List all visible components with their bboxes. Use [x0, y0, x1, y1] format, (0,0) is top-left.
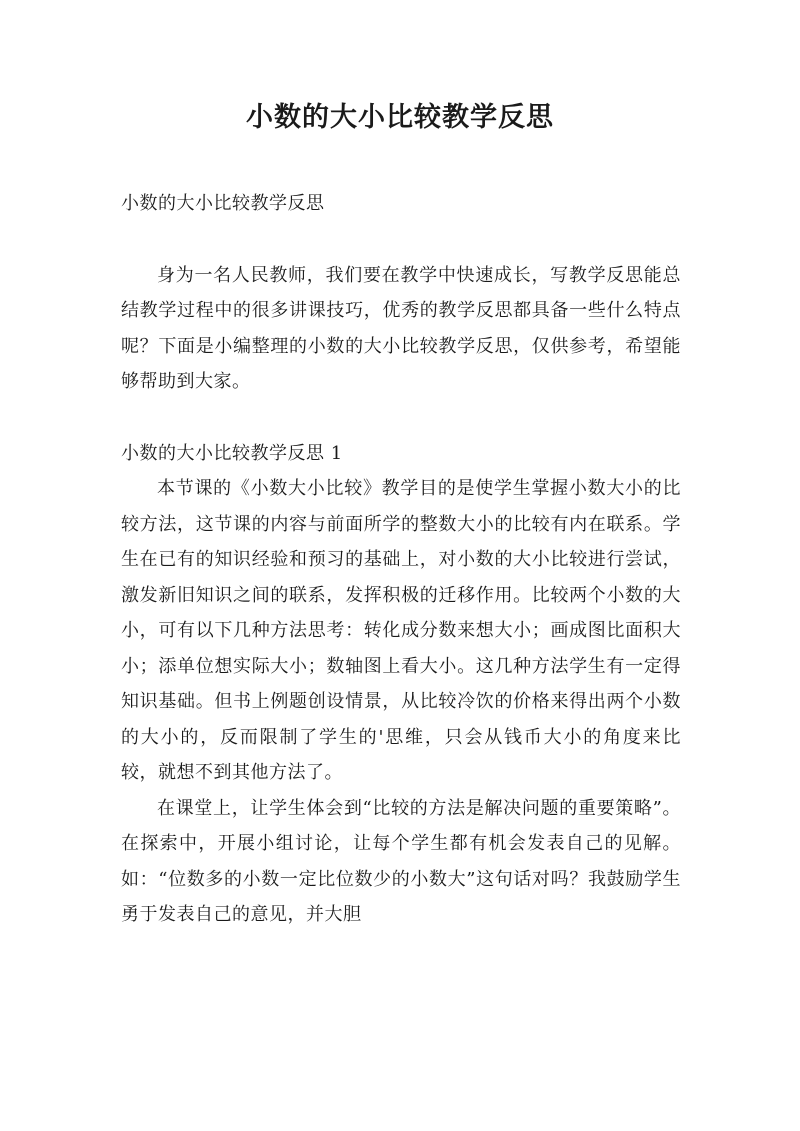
body-paragraph: 本节课的《小数大小比较》教学目的是使学生掌握小数大小的比较方法，这节课的内容与前面所学的整数大小的比较有内在联系。学生在已有的知识经验和预习的基础上，对小数的大小比较进行尝试，激发新旧知识之间的联系，发挥积极的迁移作用。比较两个小数的大小，可有以下几种方法思考：转化成分数来想大小；画成图比面积大小；添单位想实际大小；数轴图上看大小。这几种方法学生有一定得知识基础。但书上例题创设情景，从比较冷饮的价格来得出两个小数的大小的，反而限制了学生的'思维，只会从钱币大小的角度来比较，就想不到其他方法了。	[121, 478, 681, 783]
spacer	[121, 222, 681, 258]
body-paragraph: 在课堂上，让学生体会到“比较的方法是解决问题的重要策略”。在探索中，开展小组讨论，让每个学生都有机会发表自己的见解。如：“位数多的小数一定比位数少的小数大”这句话对吗？我鼓励学生勇于发表自己的意见，并大胆	[121, 797, 681, 925]
intro-paragraph: 身为一名人民教师，我们要在教学中快速成长，写教学反思能总结教学过程中的很多讲课技巧，优秀的教学反思都具备一些什么特点呢？下面是小编整理的小数的大小比较教学反思，仅供参考，希望能够帮助到大家。	[121, 264, 681, 392]
document-subtitle: 小数的大小比较教学反思	[121, 193, 325, 214]
spacer	[121, 400, 681, 436]
document-body	[121, 186, 681, 933]
document-title: 小数的大小比较教学反思	[246, 102, 554, 133]
section-heading: 小数的大小比较教学反思 1	[121, 442, 343, 464]
